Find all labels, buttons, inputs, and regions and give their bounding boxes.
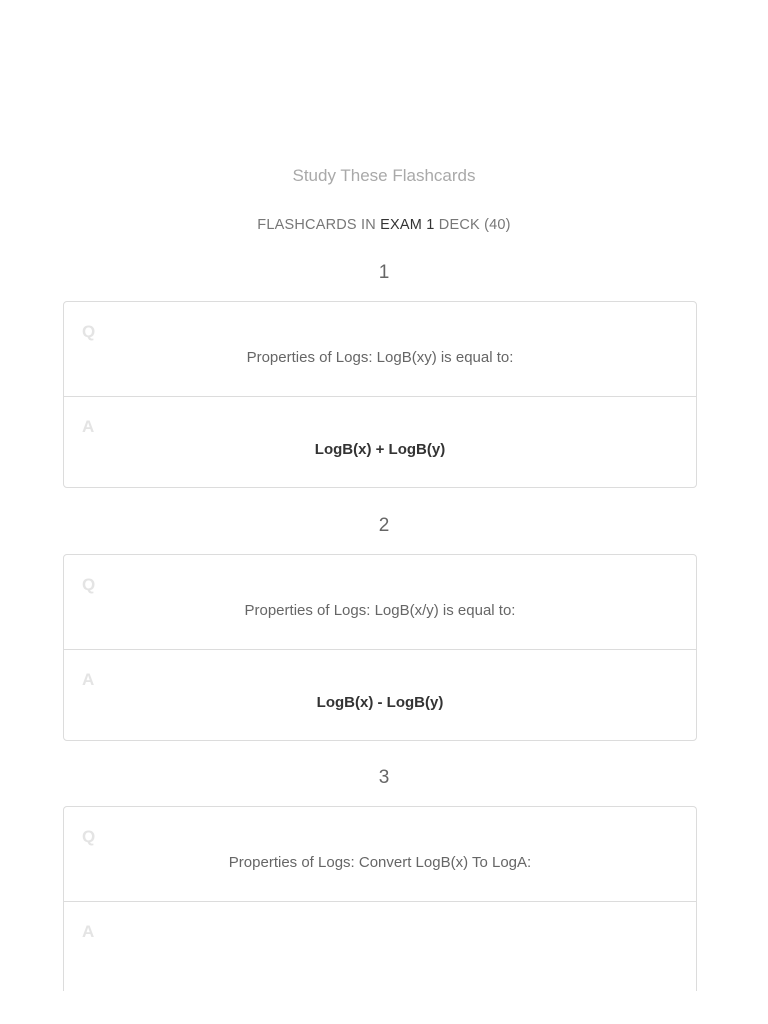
question-text: Properties of Logs: LogB(xy) is equal to: — [246, 349, 514, 366]
flashcard[interactable] — [63, 554, 697, 741]
subheading-suffix: DECK (40) — [438, 217, 511, 233]
answer-label: A — [82, 417, 95, 436]
question-text: Properties of Logs: Convert LogB(x) To LogA: — [228, 854, 532, 871]
card-number: 1 — [378, 262, 390, 283]
question-side — [64, 807, 696, 902]
question-label: Q — [82, 322, 96, 341]
answer-side — [64, 902, 696, 992]
answer-text: LogB(x) + LogB(y) — [314, 441, 446, 458]
card-number: 3 — [378, 767, 390, 788]
answer-label: A — [82, 670, 95, 689]
answer-text: LogB(x) - LogB(y) — [316, 694, 444, 711]
page-heading: Study These Flashcards — [292, 166, 476, 185]
question-text: Properties of Logs: LogB(x/y) is equal to: — [244, 602, 516, 619]
deck-name: EXAM 1 — [380, 217, 435, 233]
answer-side — [64, 650, 696, 740]
deck-subheading — [0, 217, 768, 233]
card-number: 2 — [378, 515, 390, 536]
answer-label: A — [82, 922, 95, 941]
question-side — [64, 555, 696, 650]
question-label: Q — [82, 827, 96, 846]
answer-side — [64, 397, 696, 487]
question-side — [64, 302, 696, 397]
subheading-prefix: FLASHCARDS IN — [257, 217, 376, 233]
flashcard[interactable] — [63, 806, 697, 991]
question-label: Q — [82, 575, 96, 594]
flashcard[interactable] — [63, 301, 697, 488]
